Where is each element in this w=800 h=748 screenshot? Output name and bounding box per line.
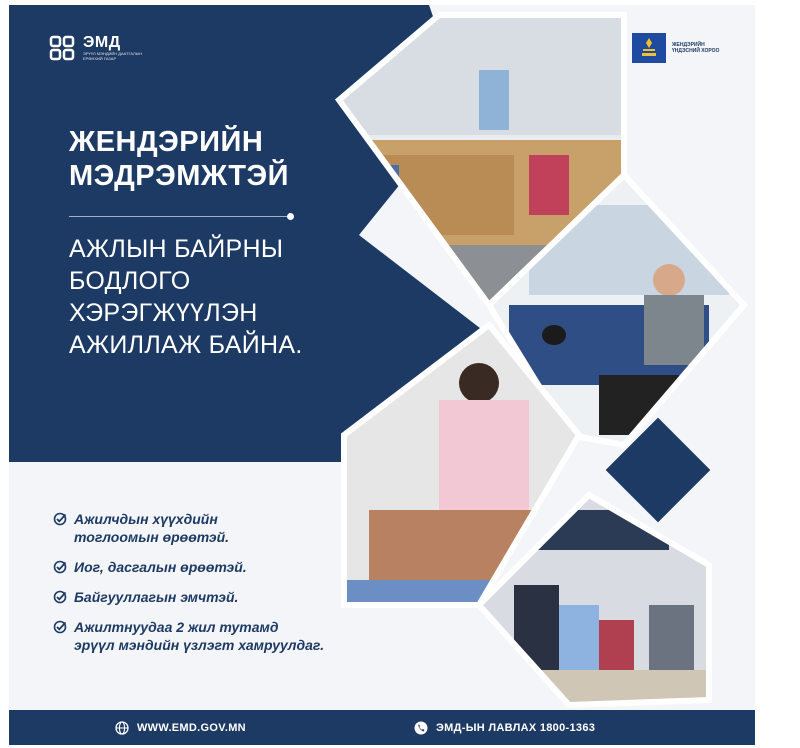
logo-text: ЭМД [83, 34, 121, 51]
website-link[interactable] [115, 721, 246, 735]
headline-line-2: МЭДРЭМЖТЭЙ [69, 160, 289, 192]
subheadline-line-2: БОДЛОГО [69, 267, 191, 295]
divider-dot [287, 213, 294, 220]
feature-text: Ажилчдын хүүхдийн тоглоомын өрөөтэй. [74, 511, 230, 545]
check-circle-icon [53, 620, 67, 634]
partner-logo [632, 33, 722, 63]
emd-logo-mark-icon [47, 33, 77, 63]
footer-bar [9, 710, 755, 745]
hotline-text: ЭМД-ЫН ЛАВЛАХ 1800-1363 [436, 721, 596, 734]
feature-text: Ажилтнуудаа 2 жил тутамд эрүүл мэндийн үзлэгт хамруулдаг. [74, 619, 325, 653]
feature-text: Иог, дасгалын өрөөтэй. [74, 559, 247, 575]
subheadline-line-3: ХЭРЭГЖҮҮЛЭН [69, 299, 258, 327]
partner-text: ЖЕНДЭРИЙН ҮНДЭСНИЙ ХОРОО [672, 42, 720, 54]
headline-divider [69, 216, 289, 217]
subheadline-line-1: АЖЛЫН БАЙРНЫ [69, 235, 284, 263]
check-circle-icon [53, 512, 67, 526]
logo-subtext: ЭРҮҮЛ МЭНДИЙН ДААТГАЛЫН ЕРӨНХИЙ ГАЗАР [83, 51, 143, 61]
feature-text: Байгууллагын эмчтэй. [74, 589, 239, 605]
website-text: WWW.EMD.GOV.MN [137, 721, 246, 734]
feature-item [53, 618, 324, 654]
phone-icon [414, 721, 428, 735]
headline [69, 125, 289, 193]
headline-line-1: ЖЕНДЭРИЙН [69, 126, 264, 158]
emd-logo [47, 33, 143, 63]
hotline[interactable] [414, 721, 595, 735]
feature-item [53, 510, 324, 546]
globe-icon [115, 721, 129, 735]
feature-list [53, 510, 324, 666]
feature-item [53, 588, 324, 606]
poster [9, 5, 755, 745]
mongolia-emblem-icon [632, 33, 666, 63]
check-circle-icon [53, 560, 67, 574]
subheadline-line-4: АЖИЛЛАЖ БАЙНА. [69, 331, 303, 359]
subheadline [69, 233, 303, 361]
feature-item [53, 558, 324, 576]
check-circle-icon [53, 590, 67, 604]
